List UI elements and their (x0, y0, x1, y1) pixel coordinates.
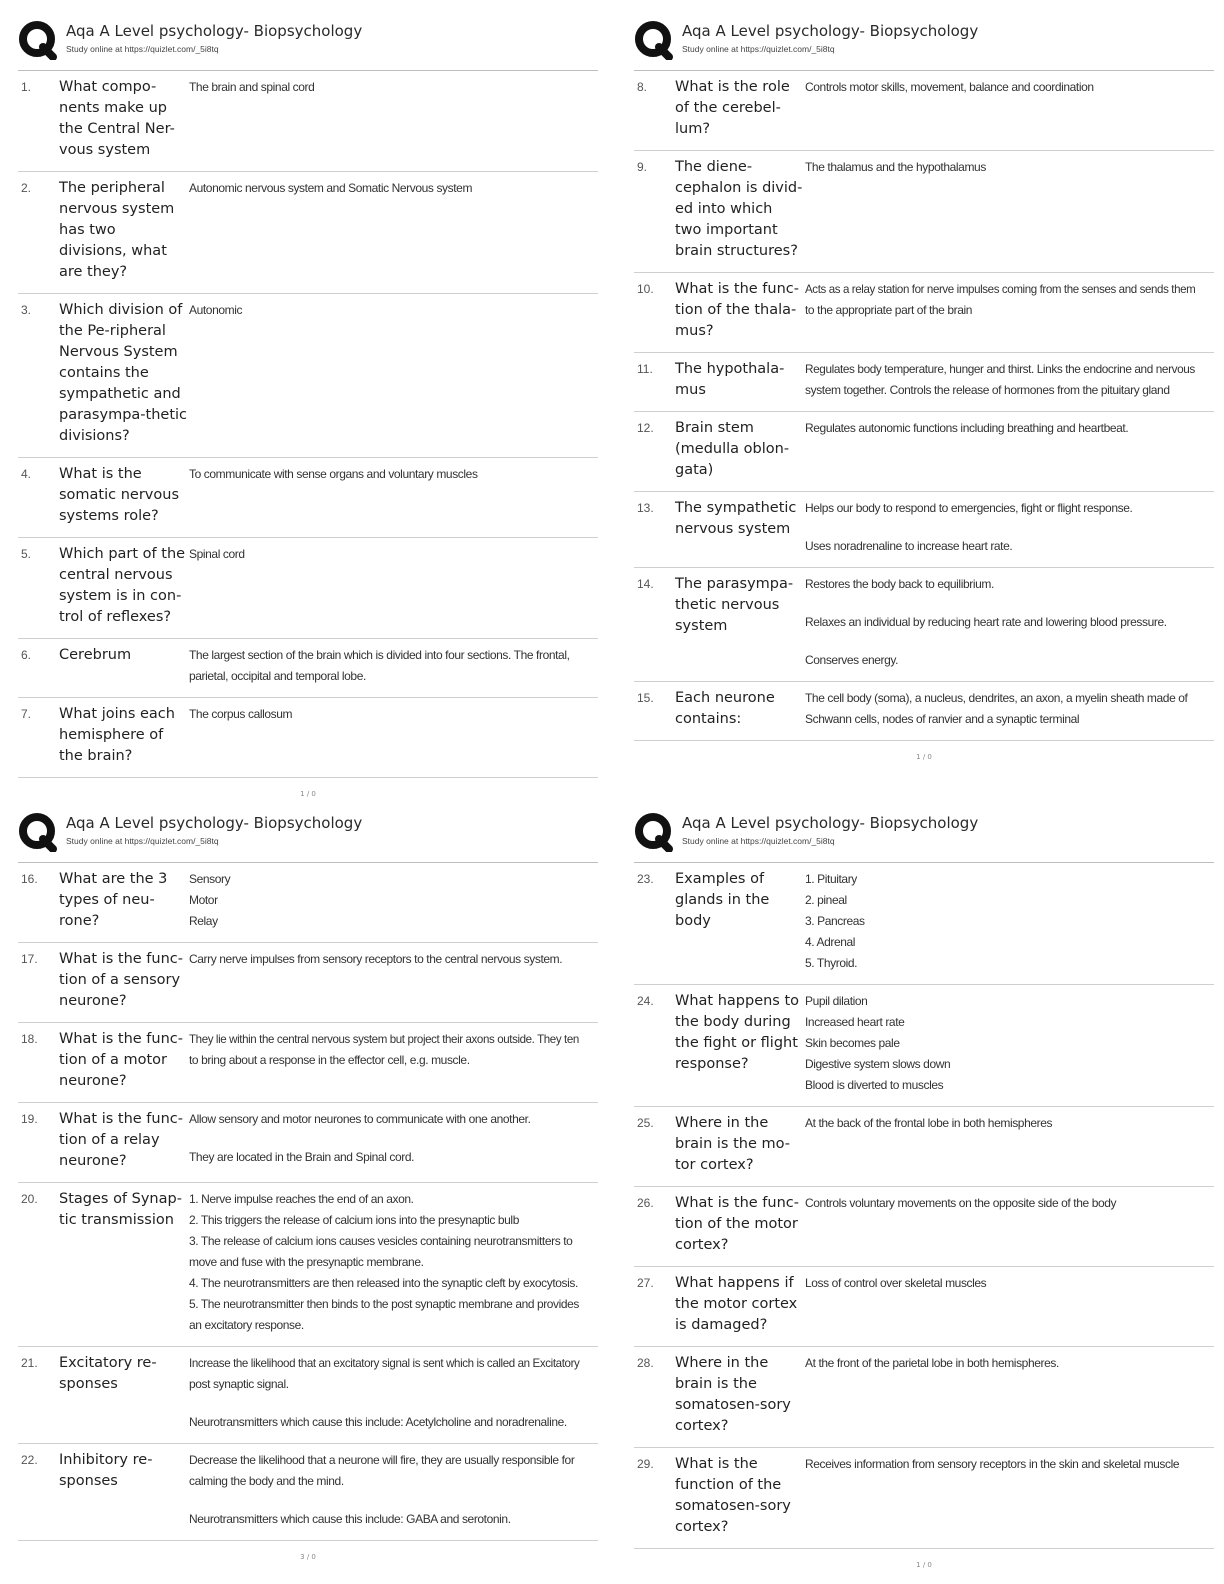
card-term: What is the role of the cerebel-lum? (675, 79, 790, 137)
card-definition (187, 949, 598, 1012)
card-number: 22. (21, 1453, 38, 1467)
card-term: What are the 3 types of neu-rone? (59, 871, 168, 929)
card-definition (187, 300, 598, 447)
document-title: Aqa A Level psychology- Biopsychology (682, 814, 979, 832)
definition-line: 2. pineal (805, 893, 847, 907)
card-number: 18. (21, 1032, 38, 1046)
card-term: The sympathetic nervous system (675, 500, 797, 537)
flashcard (634, 682, 1214, 741)
definition-line: an excitatory response. (189, 1318, 304, 1332)
card-number: 4. (21, 467, 32, 481)
study-online-link[interactable]: Study online at https://quizlet.com/_5i8tq (66, 836, 219, 846)
definition-line: At the front of the parietal lobe in both hemispheres. (805, 1356, 1059, 1370)
card-definition (803, 1454, 1214, 1538)
page-header (18, 14, 598, 58)
card-number: 11. (637, 362, 653, 376)
card-definition (187, 1109, 598, 1172)
definition-line: The thalamus and the hypothalamus (805, 160, 986, 174)
definition-line: Autonomic (189, 303, 243, 317)
definition-line: Pupil dilation (805, 994, 868, 1008)
paragraph-gap (189, 1130, 598, 1147)
page-header (634, 14, 1214, 58)
definition-line: 3. Pancreas (805, 914, 865, 928)
card-term: The peripheral nervous system has two divisions, what are they? (59, 180, 175, 280)
page-number: 1 / 0 (916, 753, 932, 761)
card-number: 20. (21, 1192, 38, 1206)
definition-line: They lie within the central nervous system but project their axons outside. They ten (189, 1032, 579, 1046)
flashcard (18, 458, 598, 538)
definition-line: Receives information from sensory receptors in the skin and skeletal muscle (805, 1457, 1180, 1471)
card-term: Brain stem (medulla oblon-gata) (675, 420, 790, 478)
card-number: 12. (637, 421, 654, 435)
card-number: 5. (21, 547, 32, 561)
flashcard (634, 1267, 1214, 1347)
card-number: 23. (637, 872, 654, 886)
flashcard (634, 273, 1214, 353)
page-number: 1 / 0 (916, 1561, 932, 1569)
definition-line: Spinal cord (189, 547, 245, 561)
card-number: 29. (637, 1457, 654, 1471)
card-definition (803, 1353, 1214, 1437)
definition-line: The cell body (soma), a nucleus, dendrites, an axon, a myelin sheath made of (805, 691, 1188, 705)
card-number: 9. (637, 160, 648, 174)
flashcard (634, 1448, 1214, 1549)
definition-line: Controls voluntary movements on the opposite side of the body (805, 1196, 1117, 1210)
card-definition (803, 991, 1214, 1096)
flashcard (18, 863, 598, 943)
flashcard (18, 943, 598, 1023)
definition-line: Autonomic nervous system and Somatic Nervous system (189, 181, 473, 195)
card-definition (187, 464, 598, 527)
card-term: Stages of Synap-tic transmission (59, 1191, 182, 1228)
definition-line: 1. Pituitary (805, 872, 857, 886)
card-number: 27. (637, 1276, 654, 1290)
study-online-link[interactable]: Study online at https://quizlet.com/_5i8tq (682, 44, 835, 54)
flashcard (634, 985, 1214, 1107)
definition-line: They are located in the Brain and Spinal cord. (189, 1150, 415, 1164)
card-definition (187, 1450, 598, 1530)
card-term: Where in the brain is the mo-tor cortex? (675, 1115, 790, 1173)
definition-line: Decrease the likelihood that a neurone will fire, they are usually responsible for (189, 1453, 575, 1467)
page-1 (18, 14, 598, 798)
card-term: The hypothala-mus (675, 361, 785, 398)
card-term: Cerebrum (59, 647, 132, 663)
definition-line: Increased heart rate (805, 1015, 905, 1029)
flashcard (634, 1347, 1214, 1448)
quizlet-logo-icon (634, 20, 674, 60)
card-number: 15. (637, 691, 654, 705)
flashcard (18, 71, 598, 172)
definition-line: Helps our body to respond to emergencies, fight or flight response. (805, 501, 1133, 515)
definition-line: Digestive system slows down (805, 1057, 951, 1071)
card-term: Each neurone contains: (675, 690, 775, 727)
paragraph-gap (189, 1492, 598, 1509)
flashcard-list (634, 863, 1214, 1549)
card-definition (187, 645, 598, 687)
definition-line: Motor (189, 893, 218, 907)
definition-line: The brain and spinal cord (189, 80, 315, 94)
card-definition (187, 544, 598, 628)
card-number: 3. (21, 303, 32, 317)
definition-line: post synaptic signal. (189, 1377, 289, 1391)
card-number: 14. (637, 577, 654, 591)
quizlet-logo-icon (18, 812, 58, 852)
card-definition (803, 498, 1214, 557)
flashcard (18, 294, 598, 458)
card-number: 24. (637, 994, 654, 1008)
page-2 (634, 14, 1214, 761)
definition-line: 5. Thyroid. (805, 956, 858, 970)
card-number: 16. (21, 872, 38, 886)
card-number: 26. (637, 1196, 654, 1210)
card-term: What is the function of the somatosen-sory cortex? (675, 1456, 791, 1535)
flashcard (634, 1187, 1214, 1267)
flashcard (634, 1107, 1214, 1187)
card-number: 17. (21, 952, 38, 966)
definition-line: Blood is diverted to muscles (805, 1078, 944, 1092)
card-term: Examples of glands in the body (675, 871, 770, 929)
card-definition (803, 418, 1214, 481)
definition-line: 1. Nerve impulse reaches the end of an axon. (189, 1192, 414, 1206)
definition-line: Controls motor skills, movement, balance and coordination (805, 80, 1094, 94)
definition-line: Restores the body back to equilibrium. (805, 577, 994, 591)
card-definition (803, 157, 1214, 262)
card-number: 21. (21, 1356, 38, 1370)
card-number: 13. (637, 501, 654, 515)
card-definition (803, 688, 1214, 730)
card-definition (803, 1273, 1214, 1336)
flashcard (18, 639, 598, 698)
flashcard (634, 151, 1214, 273)
study-online-link[interactable]: Study online at https://quizlet.com/_5i8tq (66, 44, 219, 54)
page-3 (18, 806, 598, 1561)
card-definition (803, 1193, 1214, 1256)
definition-line: To communicate with sense organs and voluntary muscles (189, 467, 478, 481)
definition-line: Regulates autonomic functions including breathing and heartbeat. (805, 421, 1129, 435)
definition-line: At the back of the frontal lobe in both hemispheres (805, 1116, 1053, 1130)
flashcard (18, 1444, 598, 1541)
page-header (634, 806, 1214, 850)
quizlet-logo-icon (18, 20, 58, 60)
definition-line: Loss of control over skeletal muscles (805, 1276, 987, 1290)
page-4 (634, 806, 1214, 1569)
definition-line: The largest section of the brain which is divided into four sections. The frontal, (189, 648, 570, 662)
card-term: The parasympa-thetic nervous system (675, 576, 794, 634)
study-online-link[interactable]: Study online at https://quizlet.com/_5i8tq (682, 836, 835, 846)
paragraph-gap (805, 633, 1214, 650)
card-definition (187, 704, 598, 767)
flashcard (18, 1103, 598, 1183)
card-term: Inhibitory re-sponses (59, 1452, 153, 1489)
definition-line: calming the body and the mind. (189, 1474, 344, 1488)
card-number: 2. (21, 181, 32, 195)
definition-line: Carry nerve impulses from sensory receptors to the central nervous system. (189, 952, 563, 966)
card-definition (803, 77, 1214, 140)
definition-line: Conserves energy. (805, 653, 899, 667)
flashcard-list (18, 71, 598, 778)
card-term: What is the func-tion of the motor cortex? (675, 1195, 799, 1253)
card-term: What happens to the body during the fight or flight response? (675, 993, 800, 1072)
card-term: What happens if the motor cortex is damaged? (675, 1275, 798, 1333)
flashcard (634, 71, 1214, 151)
flashcard (634, 412, 1214, 492)
definition-line: system together. Controls the release of hormones from the pituitary gland (805, 383, 1170, 397)
definition-line: Relay (189, 914, 218, 928)
card-number: 8. (637, 80, 648, 94)
flashcard-list (634, 71, 1214, 741)
definition-line: parietal, occipital and temporal lobe. (189, 669, 366, 683)
definition-line: The corpus callosum (189, 707, 293, 721)
card-term: What is the func-tion of a relay neurone? (59, 1111, 183, 1169)
flashcard (18, 1347, 598, 1444)
definition-line: to the appropriate part of the brain (805, 303, 973, 317)
flashcard (18, 538, 598, 639)
card-definition (803, 359, 1214, 401)
definition-line: Sensory (189, 872, 231, 886)
definition-line: to bring about a response in the effector cell, e.g. muscle. (189, 1053, 470, 1067)
definition-line: Increase the likelihood that an excitatory signal is sent which is called an Excitatory (189, 1356, 580, 1370)
definition-line: 4. The neurotransmitters are then released into the synaptic cleft by exocytosis. (189, 1276, 578, 1290)
paragraph-gap (805, 595, 1214, 612)
definition-line: 4. Adrenal (805, 935, 856, 949)
card-term: Which part of the central nervous system is in con-trol of reflexes? (59, 546, 186, 625)
flashcard (634, 863, 1214, 985)
paragraph-gap (189, 1395, 598, 1412)
card-definition (187, 77, 598, 161)
quizlet-logo-icon (634, 812, 674, 852)
card-term: Excitatory re-sponses (59, 1355, 157, 1392)
page-header (18, 806, 598, 850)
card-number: 1. (21, 80, 32, 94)
definition-line: 2. This triggers the release of calcium ions into the presynaptic bulb (189, 1213, 519, 1227)
card-definition (187, 1029, 598, 1092)
card-number: 25. (637, 1116, 654, 1130)
flashcard (18, 1023, 598, 1103)
card-term: What is the func-tion of a motor neurone? (59, 1031, 183, 1089)
card-term: What joins each hemisphere of the brain? (59, 706, 175, 764)
definition-line: Acts as a relay station for nerve impulses coming from the senses and sends them (805, 282, 1196, 296)
definition-line: Skin becomes pale (805, 1036, 900, 1050)
card-term: What is the func-tion of a sensory neurone? (59, 951, 183, 1009)
card-definition (803, 869, 1214, 974)
document-title: Aqa A Level psychology- Biopsychology (682, 22, 979, 40)
card-term: What compo-nents make up the Central Ner-vous system (59, 79, 175, 158)
flashcard (18, 1183, 598, 1347)
definition-line: Neurotransmitters which cause this include: Acetylcholine and noradrenaline. (189, 1415, 567, 1429)
document-title: Aqa A Level psychology- Biopsychology (66, 22, 363, 40)
card-number: 28. (637, 1356, 654, 1370)
definition-line: 3. The release of calcium ions causes vesicles containing neurotransmitters to (189, 1234, 573, 1248)
card-term: What is the func-tion of the thala-mus? (675, 281, 799, 339)
definition-line: Uses noradrenaline to increase heart rate. (805, 539, 1013, 553)
paragraph-gap (805, 519, 1214, 536)
card-definition (187, 1353, 598, 1433)
definition-line: Allow sensory and motor neurones to communicate with one another. (189, 1112, 531, 1126)
card-definition (803, 279, 1214, 342)
card-number: 19. (21, 1112, 38, 1126)
definition-line: move and fuse with the presynaptic membrane. (189, 1255, 424, 1269)
flashcard (18, 698, 598, 778)
flashcard-list (18, 863, 598, 1541)
card-definition (803, 1113, 1214, 1176)
definition-line: Schwann cells, nodes of ranvier and a synaptic terminal (805, 712, 1080, 726)
card-definition (803, 574, 1214, 671)
definition-line: Relaxes an individual by reducing heart rate and lowering blood pressure. (805, 615, 1167, 629)
card-definition (187, 178, 598, 283)
flashcard (634, 492, 1214, 568)
definition-line: Regulates body temperature, hunger and thirst. Links the endocrine and nervous (805, 362, 1195, 376)
definition-line: 5. The neurotransmitter then binds to the post synaptic membrane and provides (189, 1297, 579, 1311)
page-number: 3 / 0 (300, 1553, 316, 1561)
flashcard (634, 353, 1214, 412)
card-number: 10. (637, 282, 654, 296)
card-number: 7. (21, 707, 32, 721)
card-term: Which division of the Pe-ripheral Nervous System contains the sympathetic and parasympa-thetic divisions? (59, 302, 188, 444)
card-term: Where in the brain is the somatosen-sory cortex? (675, 1355, 791, 1434)
document-title: Aqa A Level psychology- Biopsychology (66, 814, 363, 832)
flashcard (634, 568, 1214, 682)
flashcard (18, 172, 598, 294)
card-definition (187, 1189, 598, 1336)
card-term: What is the somatic nervous systems role? (59, 466, 180, 524)
page-number: 1 / 0 (300, 790, 316, 798)
card-term: The diene-cephalon is divid-ed into which two important brain structures? (675, 159, 803, 259)
card-definition (187, 869, 598, 932)
definition-line: Neurotransmitters which cause this include: GABA and serotonin. (189, 1512, 511, 1526)
card-number: 6. (21, 648, 32, 662)
